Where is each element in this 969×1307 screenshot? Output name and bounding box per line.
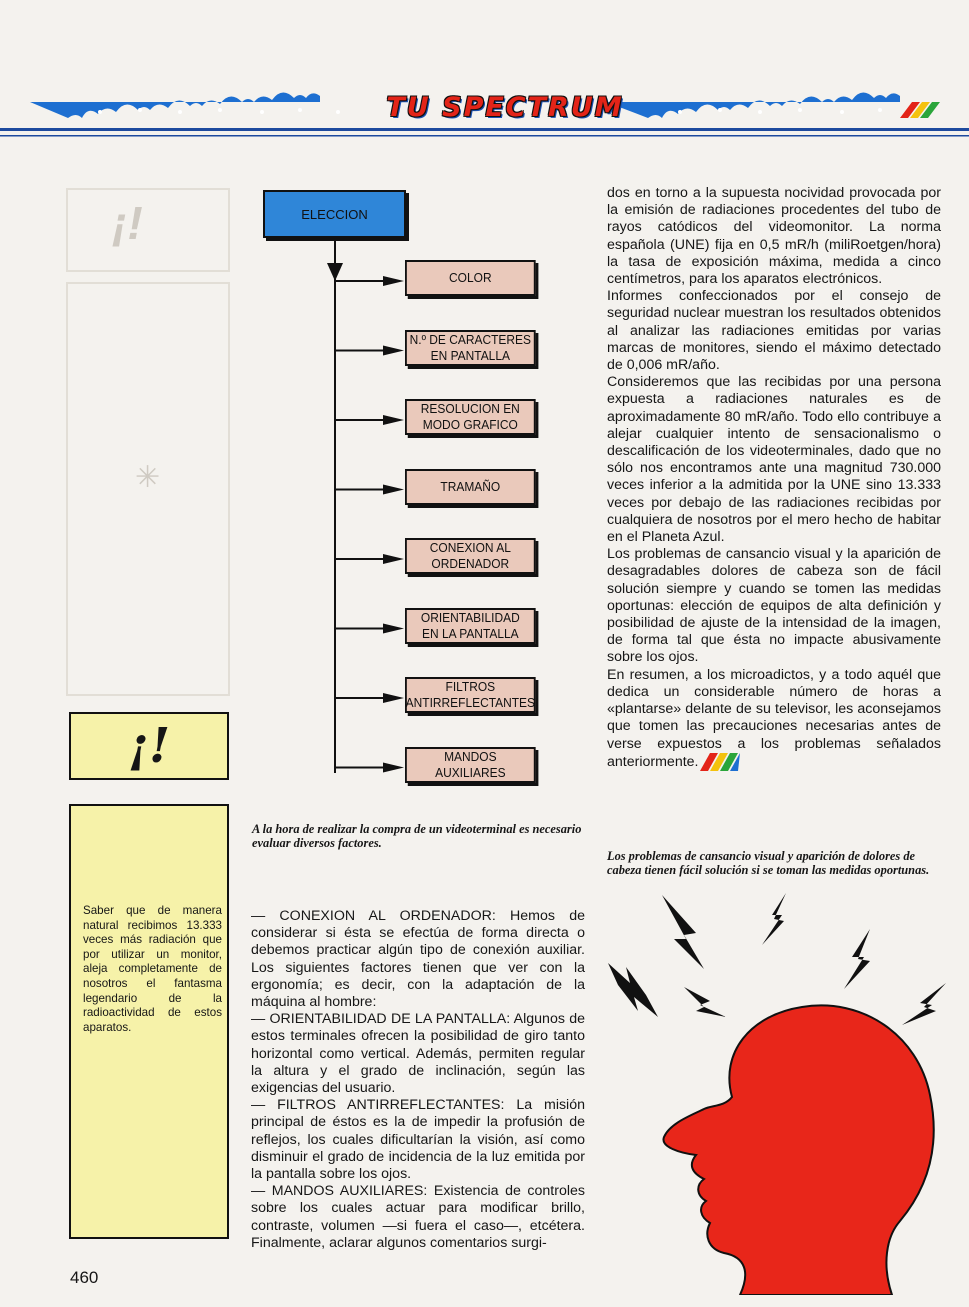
- right-column: [607, 185, 941, 771]
- paragraph-text: En resumen, a los microadictos, y a todo aquél que dedica un considerable número de horas a «plantarse» delante de su televisor, les aconsejamos que tomen las precauciones necesarias antes de verse expuestos a los problemas señalados anteriormente.: [607, 666, 941, 770]
- paragraph: — ORIENTABILIDAD DE LA PANTALLA: Algunos de estos terminales ofrecen la posibilidad de giro tanto horizontal como vertical. Además, permiten regular la altura y el grado de inclinación, según las exigencias del usuario.: [251, 1011, 585, 1097]
- paragraph: Consideremos que las recibidas por una persona expuesta a radiaciones naturales es de aproximadamente 80 mR/año. Todo ello contribuye a alejar cualquier intento de sensacionalismo o descalificación de los videoterminales, dado que no sólo nos encontramos ante una magnitud 730.000 veces inferior a la admitida por la UNE sino 13.333 veces por debajo de las radiaciones recibidas por cualquiera de nosotros por el mero hecho de habitar en el Planeta Azul.: [607, 374, 941, 546]
- flowchart-arrowhead: [383, 415, 404, 425]
- flowchart-arrowhead: [383, 276, 404, 286]
- pain-bolts: [608, 893, 946, 1025]
- flowchart-item: MANDOS AUXILIARES: [405, 747, 536, 783]
- paragraph: dos en torno a la supuesta nocividad provocada por la emisión de radiaciones procedentes del tubo de rayos catódicos del videomonitor. La norma española (UNE) fija en 0,5 mR/h (miliRoetgen/hora) la tasa de exposición máxima, medida a cinco centímetros, para los aparatos electrónicos.: [607, 185, 941, 288]
- paragraph: Informes confeccionados por el consejo de seguridad nuclear muestran los resultados obtenidos al analizar las radiaciones emitidas por varias marcas de monitores, siendo el máximo detectado de 0,006 mR/año.: [607, 288, 941, 374]
- flowchart-item: RESOLUCION EN MODO GRAFICO: [405, 399, 536, 435]
- sidebar-note: [69, 804, 229, 1239]
- sidebar-note-text: Saber que de manera natural recibimos 13.333 veces más radiación que por utilizar un monitor, aleja completamente de nosotros el fantasma legendario de la radioactividad de estos aparatos.: [83, 904, 222, 1034]
- flowchart-arrowhead: [383, 485, 404, 495]
- flowchart: [255, 185, 560, 805]
- paragraph: — FILTROS ANTIRREFLECTANTES: La misión principal de éstos es la de impedir la profusión de reflejos, los cuales dificultarían la visión, así como disminuir el grado de incidencia de la luz emitida por la pantalla sobre los ojos.: [251, 1097, 585, 1183]
- flowchart-item: FILTROS ANTIRREFLECTANTES: [405, 677, 536, 713]
- paragraph: — MANDOS AUXILIARES: Existencia de controles sobre los cuales actuar para modificar brillo, contraste, volumen —si fuera el caso—, etcétera. Finalmente, aclarar algunos comentarios surgi-: [251, 1183, 585, 1251]
- flowchart-caption: A la hora de realizar la compra de un videoterminal es necesario evaluar diversos factores.: [252, 822, 582, 850]
- show-through-frame: [66, 188, 230, 272]
- paragraph: Los problemas de cansancio visual y la aparición de desagradables dolores de cabeza son de fácil solución siempre y cuando se tomen las medidas oportunas: elección de equipos de alta definición y posibilidad de ajuste de la intensidad de la imagen, de forma tal que ésta no impacte abusivamente sobre los ojos.: [607, 546, 941, 666]
- flowchart-arrowhead: [383, 763, 404, 773]
- flowchart-item: N.º DE CARACTERES EN PANTALLA: [405, 330, 536, 366]
- flowchart-arrowhead: [383, 346, 404, 356]
- show-through-text: [565, 190, 595, 790]
- flowchart-arrowhead: [383, 693, 404, 703]
- head-illustration: [600, 885, 950, 1295]
- flowchart-arrowhead: [383, 554, 404, 564]
- flowchart-item: ORIENTABILIDAD EN LA PANTALLA: [405, 608, 536, 644]
- flowchart-arrowhead: [383, 624, 404, 634]
- flowchart-root-elección: ELECCION: [263, 190, 406, 238]
- flowchart-arrows: [335, 276, 404, 773]
- flowchart-item: TRAMAÑO: [405, 469, 536, 505]
- head-figure-caption: Los problemas de cansancio visual y aparición de dolores de cabeza tienen fácil solución si se toman las medidas oportunas.: [607, 849, 930, 877]
- paragraph: [607, 667, 941, 771]
- red-head-silhouette: [663, 1005, 933, 1295]
- flowchart-item: CONEXION AL ORDENADOR: [405, 538, 536, 574]
- center-column: [251, 908, 585, 1252]
- show-through-mark: ¡!: [112, 197, 143, 249]
- end-of-article-logo: [700, 753, 740, 771]
- flowchart-item: COLOR: [405, 260, 536, 296]
- page-number: 460: [70, 1268, 99, 1287]
- show-through-mark: ✳: [135, 461, 161, 494]
- paragraph: — CONEXION AL ORDENADOR: Hemos de considerar si ésta se efectúa de forma directa o debemos practicar algún tipo de conexión auxiliar. Los siguientes factores tienen que ver con la ergonomía; es decir, con la adaptación de la máquina al hombre:: [251, 908, 585, 1011]
- section-title: TU SPECTRUM: [386, 92, 624, 123]
- exclamation-box: ¡!: [69, 712, 229, 780]
